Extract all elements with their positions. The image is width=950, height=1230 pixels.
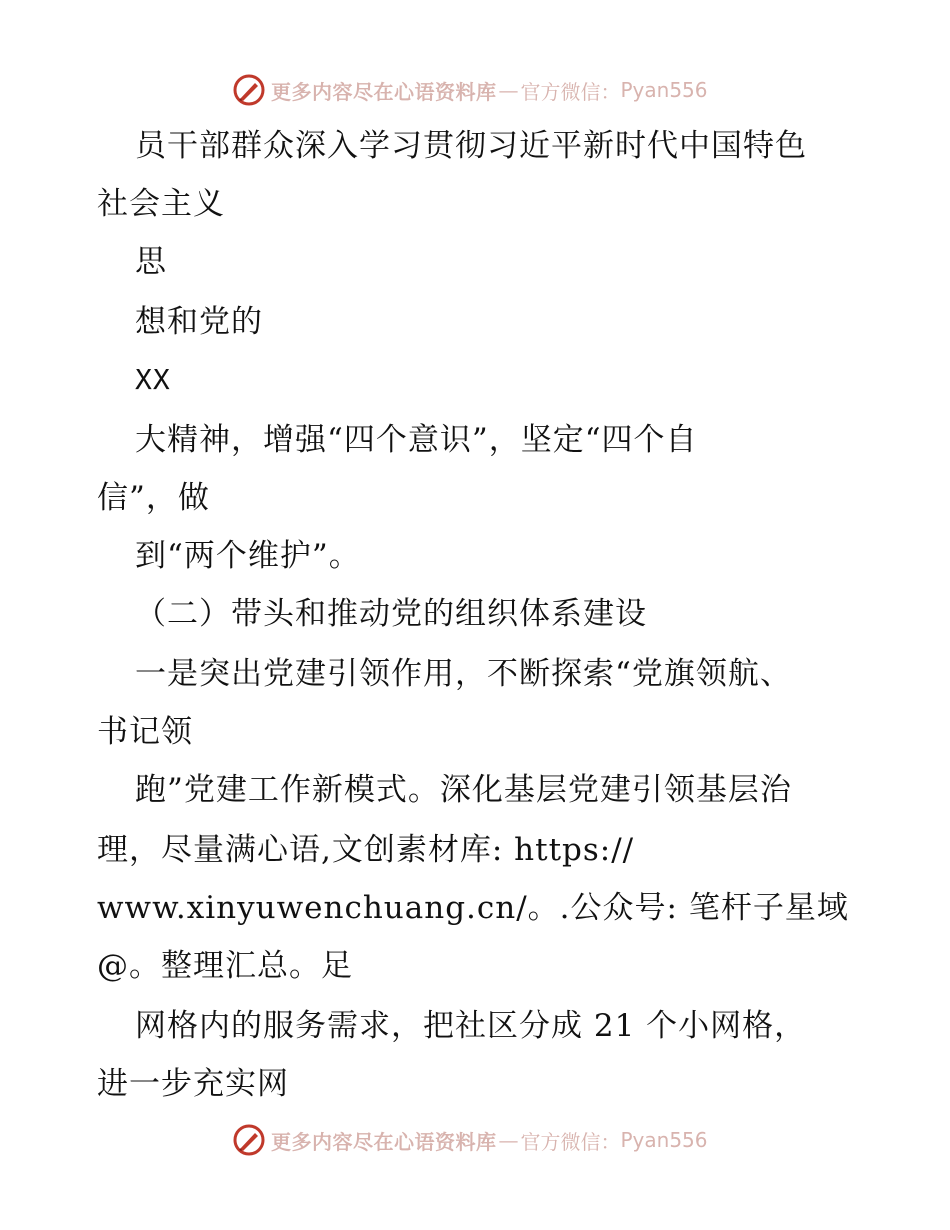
body-line: 理，尽量满心语,文创素材库: https:// xyxy=(97,832,635,868)
footer-banner xyxy=(233,1123,708,1157)
banner-wechat-label: 官方微信： xyxy=(520,1129,621,1154)
body-line: 跑”党建工作新模式。深化基层党建引领基层治 xyxy=(135,772,792,808)
pen-logo-icon xyxy=(233,74,265,106)
body-line: 思 xyxy=(135,244,167,280)
body-line: 想和党的 xyxy=(135,304,263,340)
body-line: XX xyxy=(135,363,171,396)
banner-separator: — xyxy=(498,78,519,102)
body-line: 社会主义 xyxy=(97,186,225,222)
body-line: 大精神，增强“四个意识”，坚定“四个自 xyxy=(135,422,698,458)
pen-logo-icon xyxy=(233,1124,265,1156)
banner-main-text: 更多内容尽在心语资料库 xyxy=(271,1129,497,1154)
header-banner xyxy=(233,73,708,107)
body-line: 信”，做 xyxy=(97,480,210,516)
banner-wechat-label: 官方微信： xyxy=(520,79,621,104)
body-line: www.xinyuwenchuang.cn/。.公众号: 笔杆子星域 xyxy=(97,890,849,926)
body-line: 网格内的服务需求，把社区分成 21 个小网格， xyxy=(135,1008,807,1044)
banner-wechat-id: Pyan556 xyxy=(620,78,708,102)
body-line: 员干部群众深入学习贯彻习近平新时代中国特色 xyxy=(135,128,807,164)
section-heading: （二）带头和推动党的组织体系建设 xyxy=(135,596,647,632)
banner-main-text: 更多内容尽在心语资料库 xyxy=(271,79,497,104)
body-line: 一是突出党建引领作用，不断探索“党旗领航、 xyxy=(135,656,792,692)
body-line: @。整理汇总。足 xyxy=(97,948,353,984)
body-line: 进一步充实网 xyxy=(97,1066,289,1102)
banner-separator: — xyxy=(498,1128,519,1152)
body-line: 到“两个维护”。 xyxy=(135,538,361,574)
banner-wechat-id: Pyan556 xyxy=(620,1128,708,1152)
body-line: 书记领 xyxy=(97,714,193,750)
